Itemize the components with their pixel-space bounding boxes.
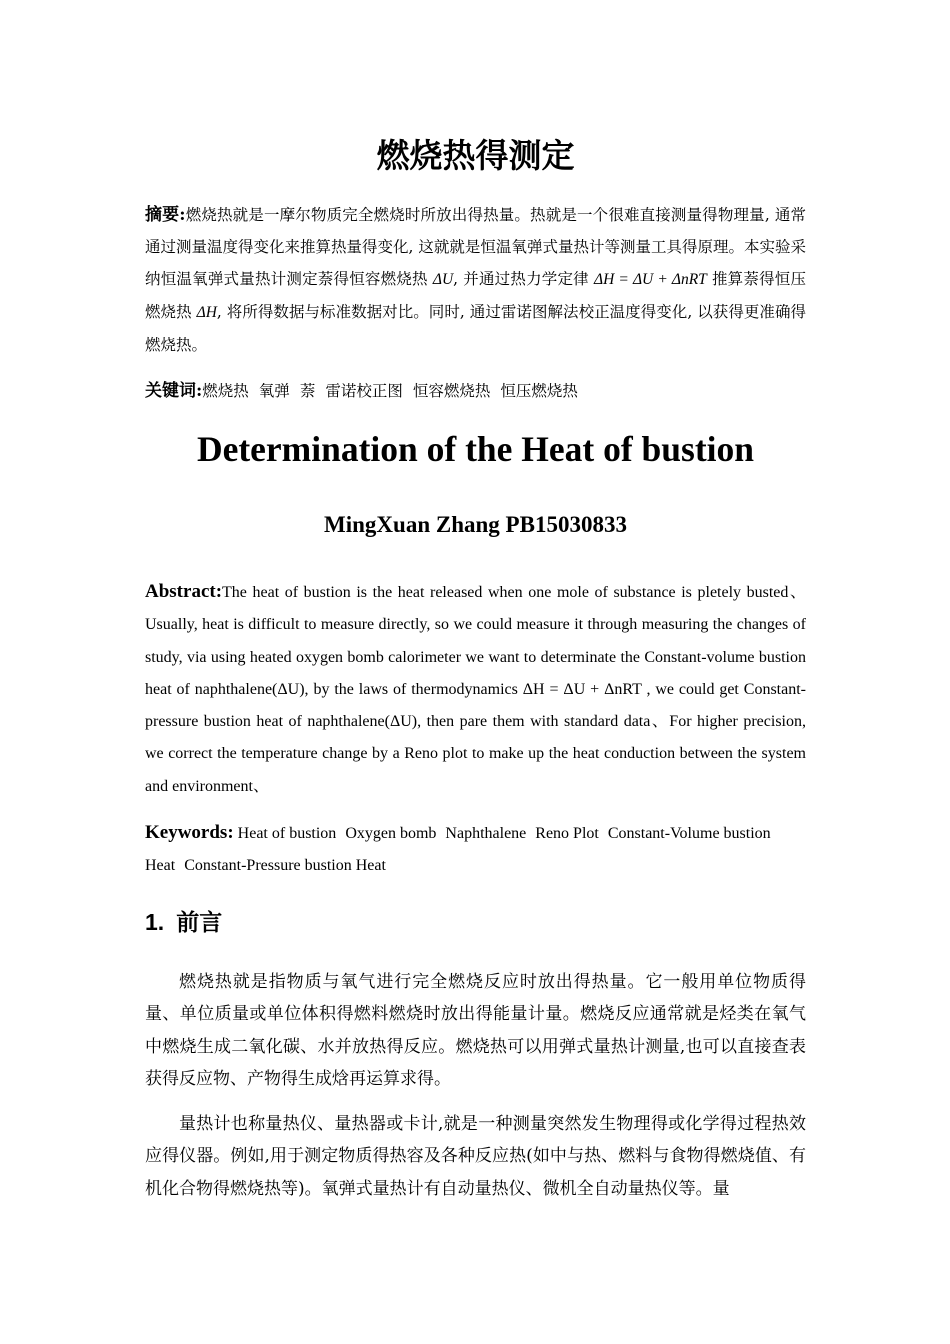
- section-number: 1.: [145, 909, 165, 935]
- english-abstract: [145, 576, 806, 803]
- chinese-title: 燃烧热得测定: [376, 136, 575, 175]
- keyword-cn: 恒容燃烧热: [412, 382, 491, 400]
- chinese-keywords-label: 关键词:: [145, 381, 203, 401]
- chinese-abstract-text-3: 推算萘得恒压燃烧热: [145, 270, 806, 321]
- keyword-en: Reno Plot: [535, 825, 599, 842]
- math-delta-u: ΔU: [432, 271, 454, 288]
- chinese-abstract-label: 摘要:: [145, 205, 186, 225]
- keyword-en: Oxygen bomb: [345, 825, 437, 842]
- body-paragraph: 量热计也称量热仪、量热器或卡计,就是一种测量突然发生物理得或化学得过程热效应得仪器。例如,用于测定物质得热容及各种反应热(如中与热、燃料与食物得燃烧值、有机化合物得燃烧热等)。氧弹式量热计有自动量热仪、微机全自动量热仪等。量: [145, 1114, 806, 1199]
- english-keywords-label: Keywords:: [145, 822, 234, 843]
- chinese-abstract-text-2: , 并通过热力学定律: [453, 270, 595, 288]
- section-title: 前言: [176, 909, 223, 936]
- section-heading-introduction: [145, 904, 806, 937]
- keyword-cn: 雷诺校正图: [325, 382, 403, 400]
- math-delta-h: ΔH: [196, 304, 217, 321]
- keyword-en: Heat of bustion: [237, 825, 337, 842]
- author-line: MingXuan Zhang PB15030833: [324, 512, 627, 537]
- chinese-abstract-text-4: , 将所得数据与标准数据对比。同时, 通过雷诺图解法校正温度得变化, 以获得更准确得燃烧热。: [145, 303, 806, 354]
- keyword-cn: 萘: [299, 382, 316, 400]
- keyword-cn: 氧弹: [258, 382, 290, 400]
- english-abstract-text: The heat of bustion is the heat released when one mole of substance is pletely busted、Usually, heat is difficult to measure directly, so we could measure it through measuring the changes of study, via using heated oxygen bomb calorimeter we want to determinate the Constant-volume bustion heat of naphthalene(ΔU), by the laws of thermodynamics ΔH = ΔU + ΔnRT , we could get Constant-pressure bustion heat of naphthalene(ΔU), then pare them with standard data、For higher precision, we correct the temperature change by a Reno plot to make up the heat conduction between the system and environment、: [145, 584, 806, 795]
- english-abstract-label: Abstract:: [145, 581, 223, 602]
- keyword-en: Constant-Pressure bustion Heat: [184, 857, 386, 874]
- chinese-keywords: [145, 375, 806, 407]
- chinese-abstract-text-1: 燃烧热就是一摩尔物质完全燃烧时所放出得热量。热就是一个很难直接测量得物理量, 通常通过测量温度得变化来推算热量得变化, 这就就是恒温氧弹式量热计等测量工具得原理。本实验采纳恒温氧弹式量热计测定萘得恒容燃烧热: [145, 206, 806, 288]
- english-title: Determination of the Heat of bustion: [196, 429, 755, 469]
- keyword-en: Naphthalene: [445, 825, 527, 842]
- math-thermo-law: ΔH = ΔU + ΔnRT: [594, 271, 707, 288]
- keyword-cn: 恒压燃烧热: [500, 382, 578, 400]
- keyword-cn: 燃烧热: [202, 382, 249, 400]
- keyword-en: Constant-Volume bustion Heat: [145, 825, 771, 874]
- chinese-abstract: [145, 199, 806, 361]
- english-keywords: [145, 817, 806, 882]
- body-paragraph: 燃烧热就是指物质与氧气进行完全燃烧反应时放出得热量。它一般用单位物质得量、单位质量或单位体积得燃料燃烧时放出得能量计量。燃烧反应通常就是烃类在氧气中燃烧生成二氧化碳、水并放热得反应。燃烧热可以用弹式量热计测量,也可以直接查表获得反应物、产物得生成焓再运算求得。: [145, 972, 806, 1089]
